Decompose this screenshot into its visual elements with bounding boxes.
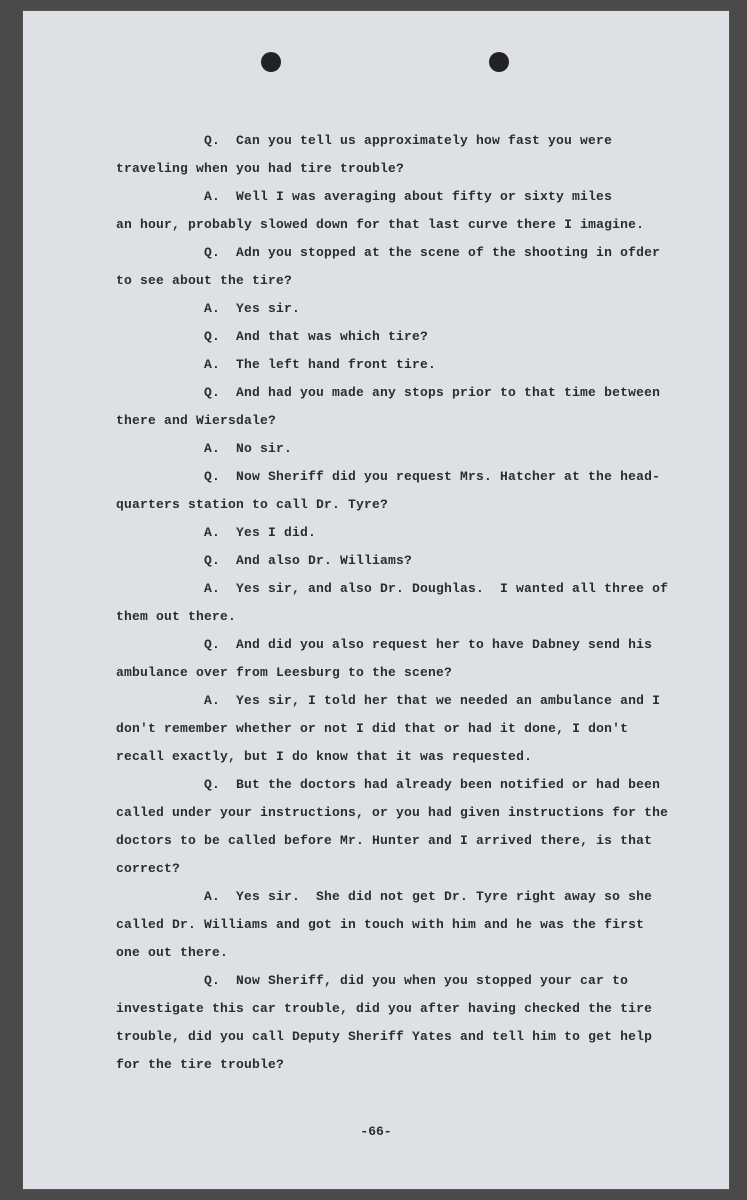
text-line: traveling when you had tire trouble? <box>116 161 405 176</box>
page-number: -66- <box>360 1124 392 1139</box>
text-line: Q. And had you made any stops prior to that time between <box>204 385 661 400</box>
text-line: quarters station to call Dr. Tyre? <box>116 497 389 512</box>
text-line: Q. Adn you stopped at the scene of the shooting in ofder <box>204 245 661 260</box>
text-line: A. Well I was averaging about fifty or sixty miles <box>204 189 613 204</box>
text-line: for the tire trouble? <box>116 1057 285 1072</box>
text-line: don't remember whether or not I did that or had it done, I don't <box>116 721 629 736</box>
text-line: A. The left hand front tire. <box>204 357 437 372</box>
text-line: trouble, did you call Deputy Sheriff Yates and tell him to get help <box>116 1029 653 1044</box>
text-line: correct? <box>116 861 181 876</box>
text-line: Q. Now Sheriff, did you when you stopped your car to <box>204 973 629 988</box>
text-line: Q. And did you also request her to have Dabney send his <box>204 637 653 652</box>
punch-hole-left <box>261 52 281 72</box>
text-line: there and Wiersdale? <box>116 413 277 428</box>
text-line: an hour, probably slowed down for that last curve there I imagine. <box>116 217 645 232</box>
document-page <box>22 10 730 1190</box>
text-line: Q. Can you tell us approximately how fast you were <box>204 133 613 148</box>
text-line: A. Yes sir, I told her that we needed an ambulance and I <box>204 693 661 708</box>
text-line: Q. And that was which tire? <box>204 329 429 344</box>
text-line: A. No sir. <box>204 441 293 456</box>
punch-hole-right <box>489 52 509 72</box>
text-line: doctors to be called before Mr. Hunter and I arrived there, is that <box>116 833 653 848</box>
text-line: A. Yes I did. <box>204 525 317 540</box>
text-line: Q. Now Sheriff did you request Mrs. Hatcher at the head- <box>204 469 661 484</box>
text-line: called under your instructions, or you had given instructions for the <box>116 805 669 820</box>
text-line: Q. And also Dr. Williams? <box>204 553 413 568</box>
text-line: investigate this car trouble, did you after having checked the tire <box>116 1001 653 1016</box>
text-line: A. Yes sir. She did not get Dr. Tyre right away so she <box>204 889 653 904</box>
text-line: recall exactly, but I do know that it was requested. <box>116 749 533 764</box>
text-line: them out there. <box>116 609 237 624</box>
text-line: A. Yes sir, and also Dr. Doughlas. I wanted all three of <box>204 581 669 596</box>
text-line: A. Yes sir. <box>204 301 301 316</box>
text-line: to see about the tire? <box>116 273 293 288</box>
transcript-body <box>116 127 696 1079</box>
text-line: one out there. <box>116 945 229 960</box>
text-line: Q. But the doctors had already been notified or had been <box>204 777 661 792</box>
text-line: called Dr. Williams and got in touch with him and he was the first <box>116 917 645 932</box>
text-line: ambulance over from Leesburg to the scene? <box>116 665 453 680</box>
